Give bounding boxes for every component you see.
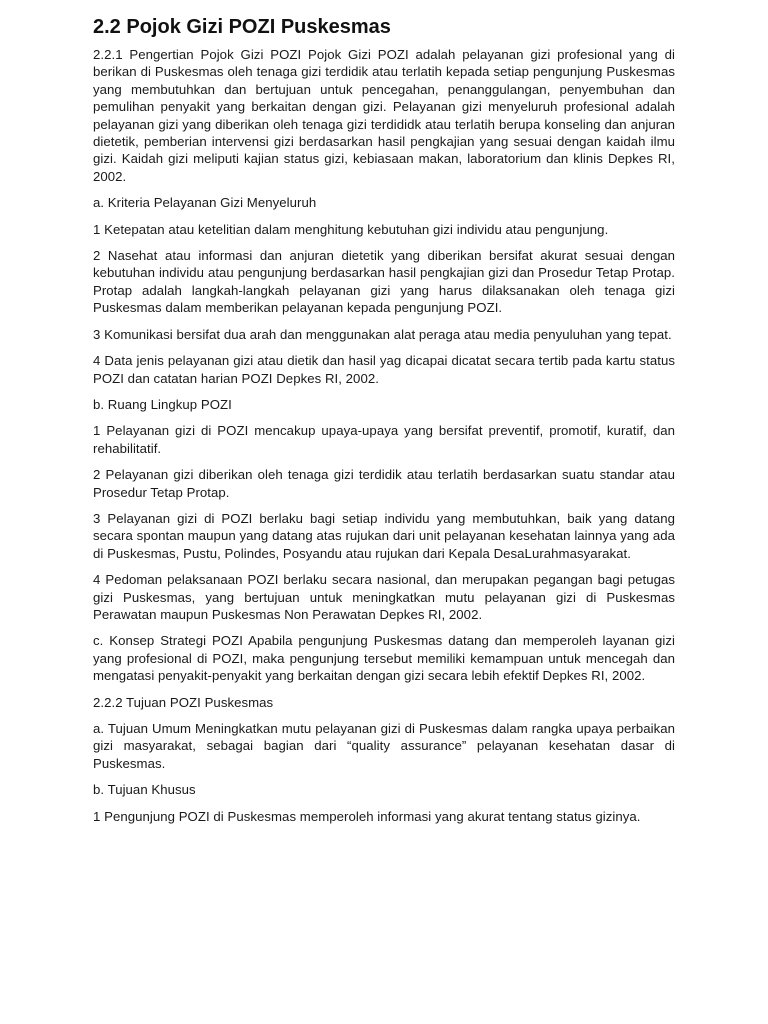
paragraph-criteria-2: 2 Nasehat atau informasi dan anjuran dietetik yang diberikan bersifat akurat sesuai dengan kebutuhan individu atau pengunjung berdasarkan hasil pengkajian gizi dan Prosedur Tetap Protap. Protap adalah langkah-langkah pelayanan gizi yang harus dilaksanakan oleh tenaga gizi Puskesmas dalam memberikan pelayanan kepada pengunjung POZI. bbox=[93, 248, 675, 316]
paragraph-scope-1: 1 Pelayanan gizi di POZI mencakup upaya-upaya yang bersifat preventif, promotif, kuratif, dan rehabilitatif. bbox=[93, 423, 675, 456]
paragraph-criteria-1: 1 Ketepatan atau ketelitian dalam menghitung kebutuhan gizi individu atau pengunjung. bbox=[93, 221, 609, 237]
section-title: 2.2 Pojok Gizi POZI Puskesmas bbox=[93, 16, 391, 38]
paragraph-criteria-3: 3 Komunikasi bersifat dua arah dan menggunakan alat peraga atau media penyuluhan yang tepat. bbox=[93, 326, 672, 342]
paragraph-definition: 2.2.1 Pengertian Pojok Gizi POZI Pojok Gizi POZI adalah pelayanan gizi profesional yang di berikan di Puskesmas oleh tenaga gizi terdidik atau terlatih kepada setiap pengunjung Puskesmas yang membutuhkan dan bertujuan untuk pencegahan, penanggulangan, penyembuhan dan pemulihan penyakit yang berkaitan dengan gizi. Pelayanan gizi menyeluruh profesional adalah pelayanan gizi yang diberikan oleh tenaga gizi terdididk atau terlatih berupa konseling dan anjuran dietetik, pemberian intervensi gizi berdasarkan hasil pengkajian yang sesuai dengan kaidah ilmu gizi. Kaidah gizi meliputi kajian status gizi, kebiasaan makan, laboratorium dan klinis Depkes RI, 2002. bbox=[93, 47, 675, 184]
paragraph-criteria-heading: a. Kriteria Pelayanan Gizi Menyeluruh bbox=[93, 195, 317, 211]
paragraph-scope-2: 2 Pelayanan gizi diberikan oleh tenaga gizi terdidik atau terlatih berdasarkan suatu standar atau Prosedur Tetap Protap. bbox=[93, 467, 675, 500]
paragraph-general-goal: a. Tujuan Umum Meningkatkan mutu pelayanan gizi di Puskesmas dalam rangka upaya perbaikan gizi masyarakat, sebagai bagian dari “quality assurance” pelayanan kesehatan dasar di Puskesmas. bbox=[93, 721, 675, 771]
document-page bbox=[93, 14, 675, 834]
paragraph-scope-heading: b. Ruang Lingkup POZI bbox=[93, 396, 232, 412]
paragraph-scope-3: 3 Pelayanan gizi di POZI berlaku bagi setiap individu yang membutuhkan, baik yang datang secara spontan maupun yang datang atas rujukan dari unit pelayanan kesehatan lainnya yang ada di Puskesmas, Pustu, Polindes, Posyandu atau rujukan dari Kepala DesaLurahmasyarakat. bbox=[93, 510, 675, 561]
paragraph-specific-goal-1: 1 Pengunjung POZI di Puskesmas memperoleh informasi yang akurat tentang status gizinya. bbox=[93, 808, 641, 824]
paragraph-criteria-4: 4 Data jenis pelayanan gizi atau dietik dan hasil yag dicapai dicatat secara tertib pada kartu status POZI dan catatan harian POZI Depkes RI, 2002. bbox=[93, 353, 675, 386]
paragraph-strategy: c. Konsep Strategi POZI Apabila pengunjung Puskesmas datang dan memperoleh layanan gizi yang profesional di POZI, maka pengunjung tersebut memiliki kemampuan untuk mencegah dan mengatasi penyakit-penyakit yang berkaitan dengan gizi secara lebih efektif Depkes RI, 2002. bbox=[93, 633, 675, 684]
paragraph-specific-goals-heading: b. Tujuan Khusus bbox=[93, 782, 196, 798]
paragraph-goals-heading: 2.2.2 Tujuan POZI Puskesmas bbox=[93, 694, 274, 710]
paragraph-scope-4: 4 Pedoman pelaksanaan POZI berlaku secara nasional, dan merupakan pegangan bagi petugas gizi Puskesmas, yang bertujuan untuk meningkatkan mutu pelayanan gizi di Puskesmas Perawatan maupun Puskesmas Non Perawatan Depkes RI, 2002. bbox=[93, 572, 675, 622]
